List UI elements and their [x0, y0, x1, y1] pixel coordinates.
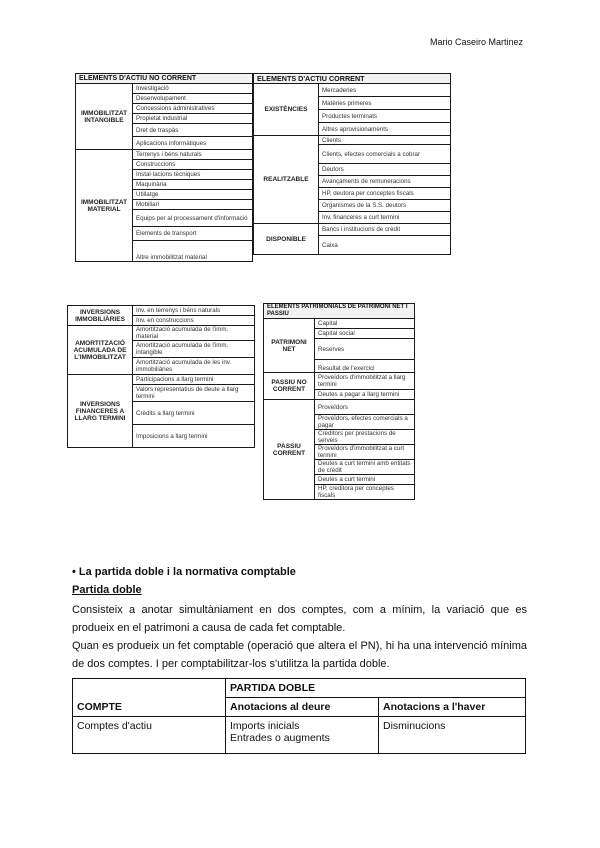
- nocorrent-label: PASSIU NO CORRENT: [264, 373, 315, 400]
- realitzable-item: Inv. financeres a curt termini: [319, 212, 451, 224]
- immobiliaries-item: Inv. en construccions: [133, 316, 255, 326]
- corrent-item: Proveïdors: [315, 400, 415, 415]
- material-item: Elements de transport: [133, 227, 253, 241]
- realitzable-item: HP, deutora per conceptes fiscals: [319, 188, 451, 200]
- nocorrent-item: Proveïdors d'immobilitzat a llarg termini: [315, 373, 415, 390]
- partida-group-header: PARTIDA DOBLE: [226, 679, 526, 698]
- noncurrent-assets-table: [75, 73, 253, 262]
- material-item: Utillatge: [133, 190, 253, 200]
- investments-table: [67, 305, 255, 448]
- row-haver-cell: Disminucions: [379, 717, 526, 754]
- corrent-item: Creditors per prestacions de serveis: [315, 430, 415, 445]
- material-item: Equips per al processament d'informació: [133, 210, 253, 227]
- corrent-item: Proveïdors, efectes comercials a pagar: [315, 415, 415, 430]
- corrent-item: Deutes a curt termini: [315, 475, 415, 485]
- amortitzacio-item: Amortització acumulada de l'imm. intangible: [133, 341, 255, 358]
- immobiliaries-label: INVERSIONS IMMOBILIÀRIES: [68, 306, 133, 326]
- intangible-item: Investigació: [133, 84, 253, 94]
- material-item: Instal·lacions tècniques: [133, 170, 253, 180]
- corrent-item: Deutes a curt termini amb entitats de crèdit: [315, 460, 415, 475]
- existencies-item: Mercaderies: [319, 84, 451, 97]
- current-assets-table: [253, 73, 451, 255]
- row-deure-cell: Imports inicials Entrades o augments: [226, 717, 379, 754]
- material-label: IMMOBILITZAT MATERIAL: [76, 150, 133, 262]
- col-haver-header: Anotacions a l'haver: [379, 698, 526, 717]
- intangible-item: Desenvolupament: [133, 94, 253, 104]
- disponible-label: DISPONIBLE: [254, 224, 319, 255]
- liabilities-table: [263, 303, 415, 500]
- partida-doble-table: [72, 678, 526, 754]
- existencies-item: Altres aprovisionaments: [319, 123, 451, 136]
- col-compte-header: COMPTE: [73, 679, 226, 717]
- realitzable-label: REALITZABLE: [254, 136, 319, 224]
- existencies-item: Matèries primeres: [319, 97, 451, 110]
- passiu-header: ELEMENTS PATRIMONIALS DE PATRIMONI NET I PASSIU: [264, 304, 415, 319]
- corrent-item: HP, creditora per conceptes fiscals: [315, 485, 415, 500]
- financeres-item: Participacions a llarg termini: [133, 375, 255, 385]
- financeres-item: Valors representatius de deute a llarg termini: [133, 385, 255, 402]
- current-header: ELEMENTS D'ACTIU CORRENT: [254, 74, 451, 84]
- realitzable-item: Avançaments de remuneracions: [319, 176, 451, 188]
- realitzable-item: Organismes de la S.S. deutors: [319, 200, 451, 212]
- noncurrent-header: ELEMENTS D'ACTIU NO CORRENT: [76, 74, 253, 84]
- col-deure-header: Anotacions al deure: [226, 698, 379, 717]
- paragraph: Consisteix a anotar simultàniament en dos comptes, com a mínim, la variació que es produeix en el patrimoni a causa de cada fet comptable.: [72, 604, 527, 634]
- corrent-item: Proveïdors d'immobilitzat a curt termini: [315, 445, 415, 460]
- section-subheading: Partida doble: [72, 584, 142, 596]
- material-item: Mobiliari: [133, 200, 253, 210]
- realitzable-item: Clients, efectes comercials a cobrar: [319, 145, 451, 164]
- material-item: Terrenys i béns naturals: [133, 150, 253, 160]
- amortitzacio-item: Amortització acumulada de l'imm. material: [133, 326, 255, 341]
- disponible-item: Caixa: [319, 236, 451, 255]
- existencies-item: Productes terminats: [319, 110, 451, 123]
- realitzable-item: Clients: [319, 136, 451, 145]
- intangible-item: Aplicacions informàtiques: [133, 137, 253, 150]
- disponible-item: Bancs i institucions de crèdit: [319, 224, 451, 236]
- material-item: Maquinària: [133, 180, 253, 190]
- intangible-item: Propietat industrial: [133, 114, 253, 124]
- pn-item: Resultat de l'exercici: [315, 360, 415, 373]
- amortitzacio-item: Amortització acumulada de les inv. immobiliàries: [133, 358, 255, 375]
- existencies-label: EXISTÈNCIES: [254, 84, 319, 136]
- nocorrent-item: Deutes a pagar a llarg termini: [315, 390, 415, 400]
- pn-item: Reserves: [315, 339, 415, 360]
- section-heading: • La partida doble i la normativa comptable: [72, 566, 296, 578]
- realitzable-item: Deutors: [319, 164, 451, 176]
- intangible-item: Dret de traspàs: [133, 124, 253, 137]
- author-name: Mario Caseiro Martinez: [430, 37, 524, 47]
- financeres-label: INVERSIONS FINANCERES A LLARG TERMINI: [68, 375, 133, 448]
- material-item: Altre immobilitzat material: [133, 241, 253, 262]
- corrent-label: PASSIU CORRENT: [264, 400, 315, 500]
- material-item: Construccions: [133, 160, 253, 170]
- pn-label: PATRIMONI NET: [264, 319, 315, 373]
- row-compte-cell: Comptes d'actiu: [73, 717, 226, 754]
- paragraph: Quan es produeix un fet comptable (operació que altera el PN), hi ha una intervenció mínima de dos comptes. I per comptabilitzar-los s'utilitza la partida doble.: [72, 640, 527, 670]
- intangible-label: IMMOBILITZAT INTANGIBLE: [76, 84, 133, 150]
- pn-item: Capital social: [315, 329, 415, 339]
- amortitzacio-label: AMORTITZACIÓ ACUMULADA DE L'IMMOBILITZAT: [68, 326, 133, 375]
- intangible-item: Concessions administratives: [133, 104, 253, 114]
- immobiliaries-item: Inv. en terrenys i béns naturals: [133, 306, 255, 316]
- financeres-item: Crèdits a llarg termini: [133, 402, 255, 425]
- financeres-item: Imposicions a llarg termini: [133, 425, 255, 448]
- pn-item: Capital: [315, 319, 415, 329]
